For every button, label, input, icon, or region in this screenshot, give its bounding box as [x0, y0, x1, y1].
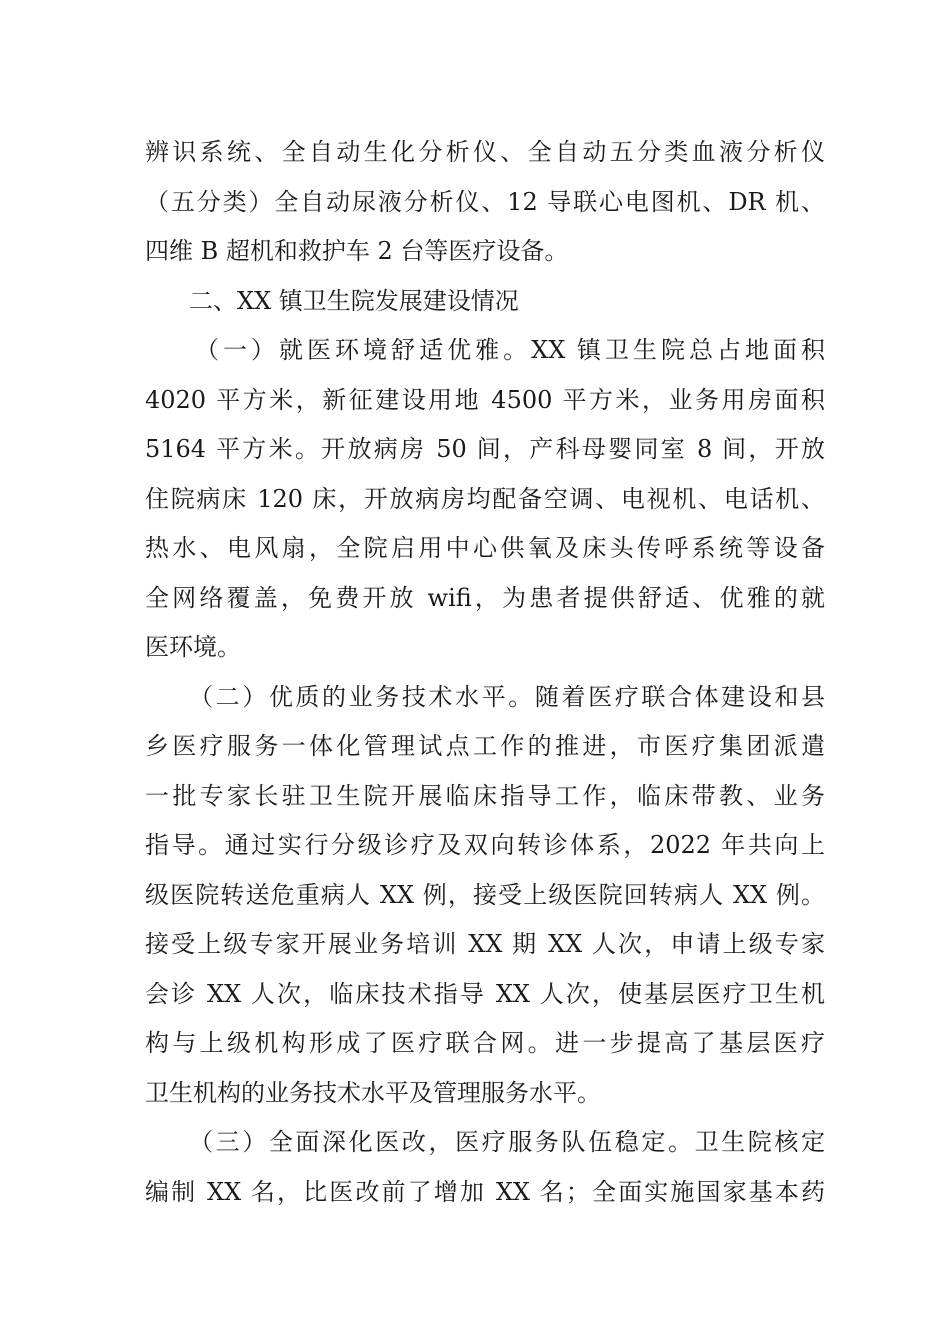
text-line: 乡医疗服务一体化管理试点工作的推进，市医疗集团派遣 [145, 732, 825, 760]
paragraph-start-line: （三）全面深化医改，医疗服务队伍稳定。卫生院核定 [189, 1128, 825, 1156]
text-line: 辨识系统、全自动生化分析仪、全自动五分类血液分析仪 [145, 138, 825, 166]
text-line: 会诊 XX 人次，临床技术指导 XX 人次，使基层医疗卫生机 [145, 979, 825, 1008]
text-line: 编制 XX 名，比医改前了增加 XX 名；全面实施国家基本药 [145, 1177, 825, 1206]
text-line: 全网络覆盖，免费开放 wifi，为患者提供舒适、优雅的就 [145, 583, 825, 612]
section-heading: 二、XX 镇卫生院发展建设情况 [189, 286, 519, 315]
text-line: 指导。通过实行分级诊疗及双向转诊体系，2022 年共向上 [145, 831, 825, 859]
text-line: 住院病床 120 床，开放病房均配备空调、电视机、电话机、 [145, 484, 825, 513]
text-line: 4020 平方米，新征建设用地 4500 平方米，业务用房面积 [145, 385, 825, 414]
document-body [145, 128, 825, 1217]
text-line: 构与上级机构形成了医疗联合网。进一步提高了基层医疗 [145, 1029, 825, 1057]
text-line: 5164 平方米。开放病房 50 间，产科母婴同室 8 间，开放 [145, 435, 825, 463]
text-line: （五分类）全自动尿液分析仪、12 导联心电图机、DR 机、 [145, 187, 825, 216]
text-line: 卫生机构的业务技术水平及管理服务水平。 [145, 1078, 601, 1107]
paragraph-start-line: （一）就医环境舒适优雅。XX 镇卫生院总占地面积 [195, 336, 825, 364]
text-line: 级医院转送危重病人 XX 例，接受上级医院回转病人 XX 例。 [145, 880, 825, 909]
paragraph-start-line: （二）优质的业务技术水平。随着医疗联合体建设和县 [189, 682, 825, 711]
text-line: 医环境。 [145, 633, 241, 661]
text-line: 接受上级专家开展业务培训 XX 期 XX 人次，申请上级专家 [145, 930, 825, 958]
text-line: 一批专家长驻卫生院开展临床指导工作，临床带教、业务 [145, 781, 825, 810]
text-line: 热水、电风扇，全院启用中心供氧及床头传呼系统等设备 [145, 534, 825, 562]
text-line: 四维 B 超机和救护车 2 台等医疗设备。 [145, 237, 569, 265]
